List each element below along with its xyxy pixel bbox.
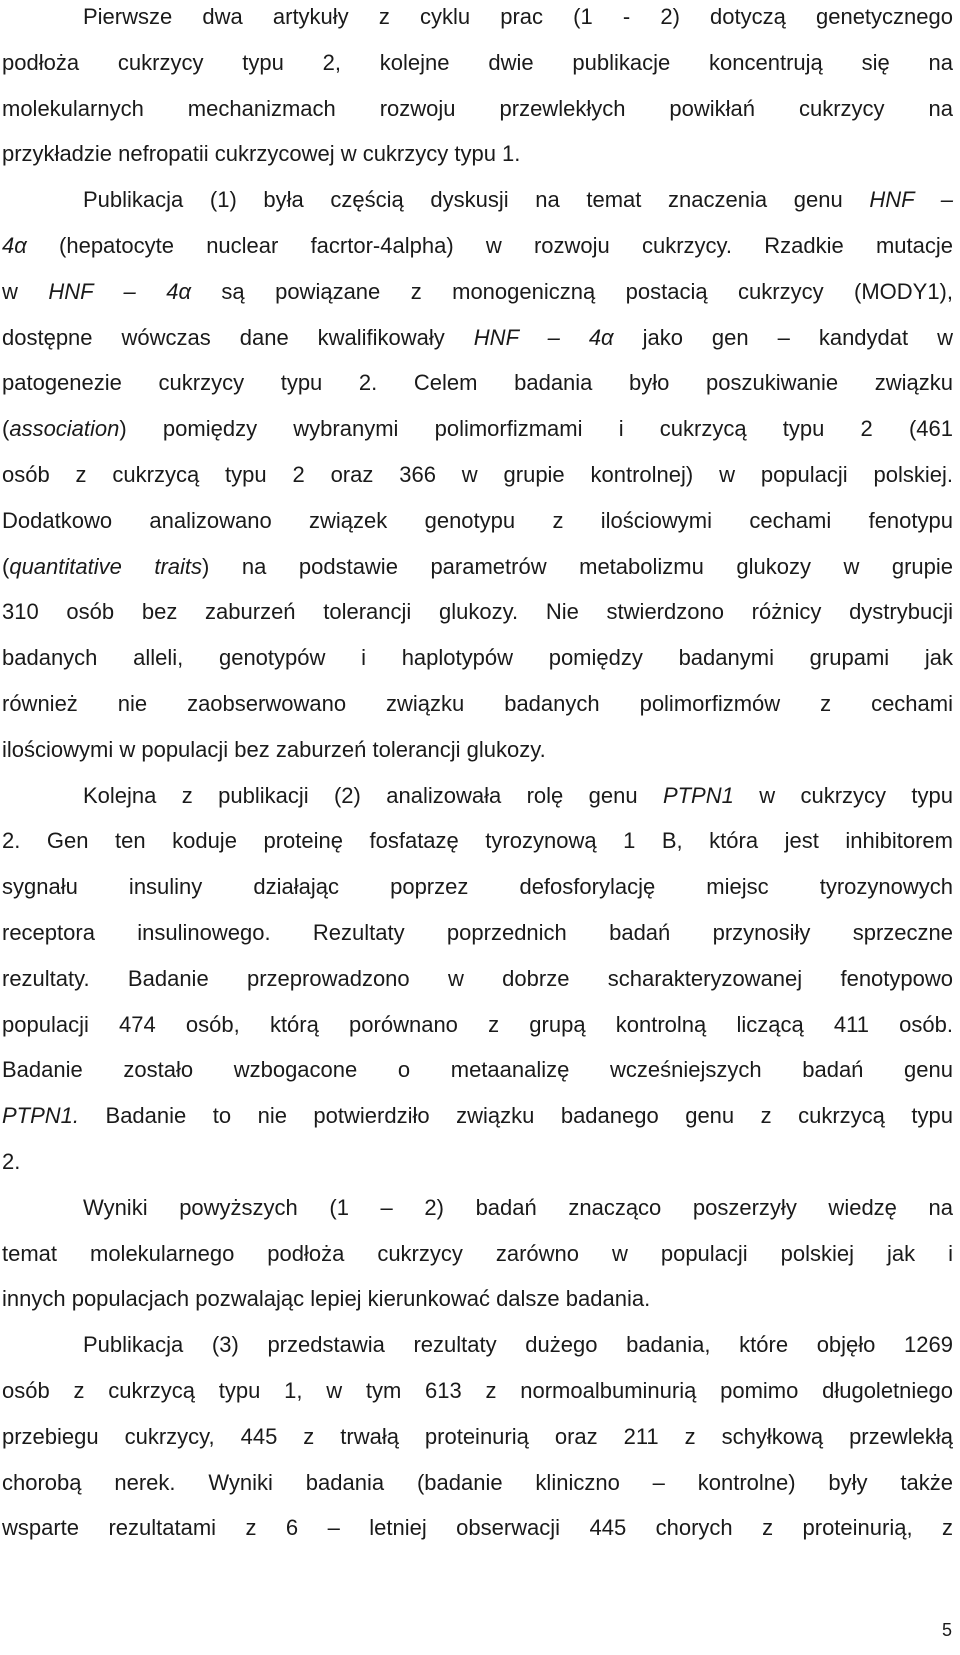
italic-text: 4α — [2, 232, 27, 258]
text-run: ( — [2, 416, 10, 442]
text-line — [2, 315, 953, 361]
text-run: ( — [2, 553, 10, 579]
text-run: są powiązane z monogeniczną postacią cukrzycy (MODY1), — [191, 278, 953, 304]
text-run: 2. Gen ten koduje proteinę fosfatazę tyrozynową 1 B, która jest inhibitorem — [2, 828, 953, 854]
text-line — [2, 131, 953, 177]
text-run: ) na podstawie parametrów metabolizmu glukozy w grupie — [202, 553, 954, 579]
text-line — [2, 681, 953, 727]
text-run: wsparte rezultatami z 6 – letniej obserwacji 445 chorych z proteinurią, z — [2, 1515, 953, 1541]
text-run: rezultaty. Badanie przeprowadzono w dobrze scharakteryzowanej fenotypowo — [2, 965, 953, 991]
text-line — [2, 1505, 953, 1551]
text-run: przebiegu cukrzycy, 445 z trwałą proteinurią oraz 211 z schyłkową przewlekłą — [2, 1423, 953, 1449]
text-run: ) pomiędzy wybranymi polimorfizmami i cukrzycą typu 2 (461 — [119, 416, 953, 442]
text-run: patogenezie cukrzycy typu 2. Celem badania było poszukiwanie związku — [2, 370, 953, 396]
text-run: Badanie zostało wzbogacone o metaanalizę wcześniejszych badań genu — [2, 1057, 953, 1083]
text-run: receptora insulinowego. Rezultaty poprzednich badań przynosiły sprzeczne — [2, 919, 953, 945]
text-line — [2, 1185, 953, 1231]
text-line — [2, 498, 953, 544]
text-run: Publikacja (1) była częścią dyskusji na temat znaczenia genu — [83, 187, 870, 213]
text-run: 310 osób bez zaburzeń tolerancji glukozy. Nie stwierdzono różnicy dystrybucji — [2, 599, 953, 625]
text-line — [2, 452, 953, 498]
text-run: dostępne wówczas dane kwalifikowały — [2, 324, 474, 350]
text-run: sygnału insuliny działając poprzez defosforylację miejsc tyrozynowych — [2, 874, 953, 900]
italic-text: HNF – — [869, 187, 953, 213]
text-run: badanych alleli, genotypów i haplotypów pomiędzy badanymi grupami jak — [2, 645, 953, 671]
text-run: populacji 474 osób, którą porównano z grupą kontrolną liczącą 411 osób. — [2, 1011, 953, 1037]
text-run: przykładzie nefropatii cukrzycowej w cukrzycy typu 1. — [2, 141, 521, 167]
italic-text: association — [9, 416, 120, 442]
text-line — [2, 1368, 953, 1414]
page-number: 5 — [941, 1620, 952, 1640]
text-line — [2, 40, 953, 86]
italic-text: HNF – 4α — [48, 278, 191, 304]
text-line — [2, 269, 953, 315]
text-run: Badanie to nie potwierdziło związku badanego genu z cukrzycą typu — [79, 1103, 953, 1129]
italic-text: HNF – 4α — [473, 324, 614, 350]
text-run: Kolejna z publikacji (2) analizowała rolę genu — [83, 782, 663, 808]
text-run: osób z cukrzycą typu 1, w tym 613 z normoalbuminurią pomimo długoletniego — [2, 1377, 953, 1403]
text-line — [2, 177, 953, 223]
text-run: w — [2, 278, 49, 304]
text-line — [2, 1276, 953, 1322]
text-line — [2, 727, 953, 773]
text-run: innych populacjach pozwalając lepiej kierunkować dalsze badania. — [2, 1286, 651, 1312]
text-line — [2, 360, 953, 406]
text-line — [2, 1231, 953, 1277]
text-line — [2, 1093, 953, 1139]
text-line — [2, 1047, 953, 1093]
text-line — [2, 1002, 953, 1048]
text-line — [2, 635, 953, 681]
text-line — [2, 223, 953, 269]
text-run: również nie zaobserwowano związku badanych polimorfizmów z cechami — [2, 690, 953, 716]
document-body — [2, 0, 953, 1551]
italic-text: PTPN1. — [2, 1103, 80, 1129]
text-run: Wyniki powyższych (1 – 2) badań znacząco poszerzyły wiedzę na — [83, 1194, 953, 1220]
text-run: 2. — [2, 1148, 21, 1174]
text-line — [2, 406, 953, 452]
text-run: w cukrzycy typu — [733, 782, 953, 808]
text-line — [2, 1322, 953, 1368]
text-run: osób z cukrzycą typu 2 oraz 366 w grupie kontrolnej) w populacji polskiej. — [2, 461, 953, 487]
italic-text: PTPN1 — [662, 782, 734, 808]
text-run: Publikacja (3) przedstawia rezultaty dużego badania, które objęło 1269 — [83, 1332, 953, 1358]
text-line — [2, 864, 953, 910]
text-run: (hepatocyte nuclear facrtor-4alpha) w rozwoju cukrzycy. Rzadkie mutacje — [26, 232, 953, 258]
text-line — [2, 1414, 953, 1460]
text-run: jako gen – kandydat w — [613, 324, 954, 350]
text-run: molekularnych mechanizmach rozwoju przewlekłych powikłań cukrzycy na — [2, 95, 953, 121]
text-run: Pierwsze dwa artykuły z cyklu prac (1 - 2) dotyczą genetycznego — [83, 4, 953, 29]
text-run: podłoża cukrzycy typu 2, kolejne dwie publikacje koncentrują się na — [2, 49, 953, 75]
text-line — [2, 956, 953, 1002]
text-line — [2, 589, 953, 635]
text-line — [2, 1139, 953, 1185]
text-line — [2, 86, 953, 132]
text-line — [2, 1460, 953, 1506]
text-line — [2, 818, 953, 864]
italic-text: quantitative traits — [9, 553, 203, 579]
text-line — [2, 0, 953, 40]
text-line — [2, 910, 953, 956]
text-line — [2, 544, 953, 590]
text-run: Dodatkowo analizowano związek genotypu z ilościowymi cechami fenotypu — [2, 507, 953, 533]
text-line — [2, 773, 953, 819]
text-run: ilościowymi w populacji bez zaburzeń tolerancji glukozy. — [2, 736, 546, 762]
text-run: temat molekularnego podłoża cukrzycy zarówno w populacji polskiej jak i — [2, 1240, 953, 1266]
text-run: chorobą nerek. Wyniki badania (badanie kliniczno – kontrolne) były także — [2, 1469, 953, 1495]
